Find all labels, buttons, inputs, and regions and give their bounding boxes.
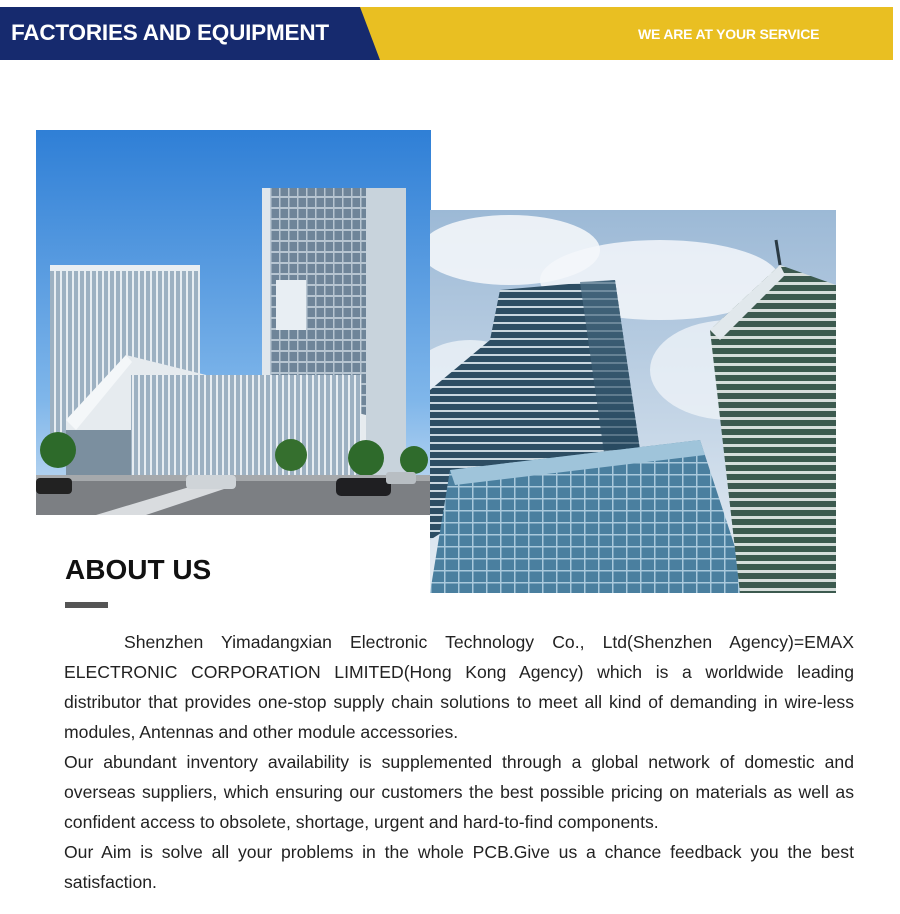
about-paragraph-3: Our Aim is solve all your problems in the whole PCB.Give us a chance feedback you the best satisfaction. [64, 842, 854, 892]
about-title-underline [65, 602, 108, 608]
banner-subtitle: WE ARE AT YOUR SERVICE [638, 26, 820, 42]
glass-skyscraper-photo [430, 210, 836, 593]
about-paragraph-1: Shenzhen Yimadangxian Electronic Technology Co., Ltd(Shenzhen Agency)=EMAX ELECTRONIC CORPORATION LIMITED(Hong Kong Agency) which is a worldwide leading distributor that provides one-stop supply chain solutions to meet all kind of demanding in wire-less modules, Antennas and other module accessories. [64, 632, 854, 742]
header-banner [0, 7, 893, 60]
about-text [64, 627, 854, 897]
office-building-photo [36, 130, 431, 515]
about-title: ABOUT US [65, 554, 212, 585]
banner-title: FACTORIES AND EQUIPMENT [11, 20, 329, 45]
about-paragraph-2: Our abundant inventory availability is supplemented through a global network of domestic and overseas suppliers, which ensuring our customers the best possible pricing on materials as well as confident access to obsolete, shortage, urgent and hard-to-find components. [64, 752, 854, 832]
